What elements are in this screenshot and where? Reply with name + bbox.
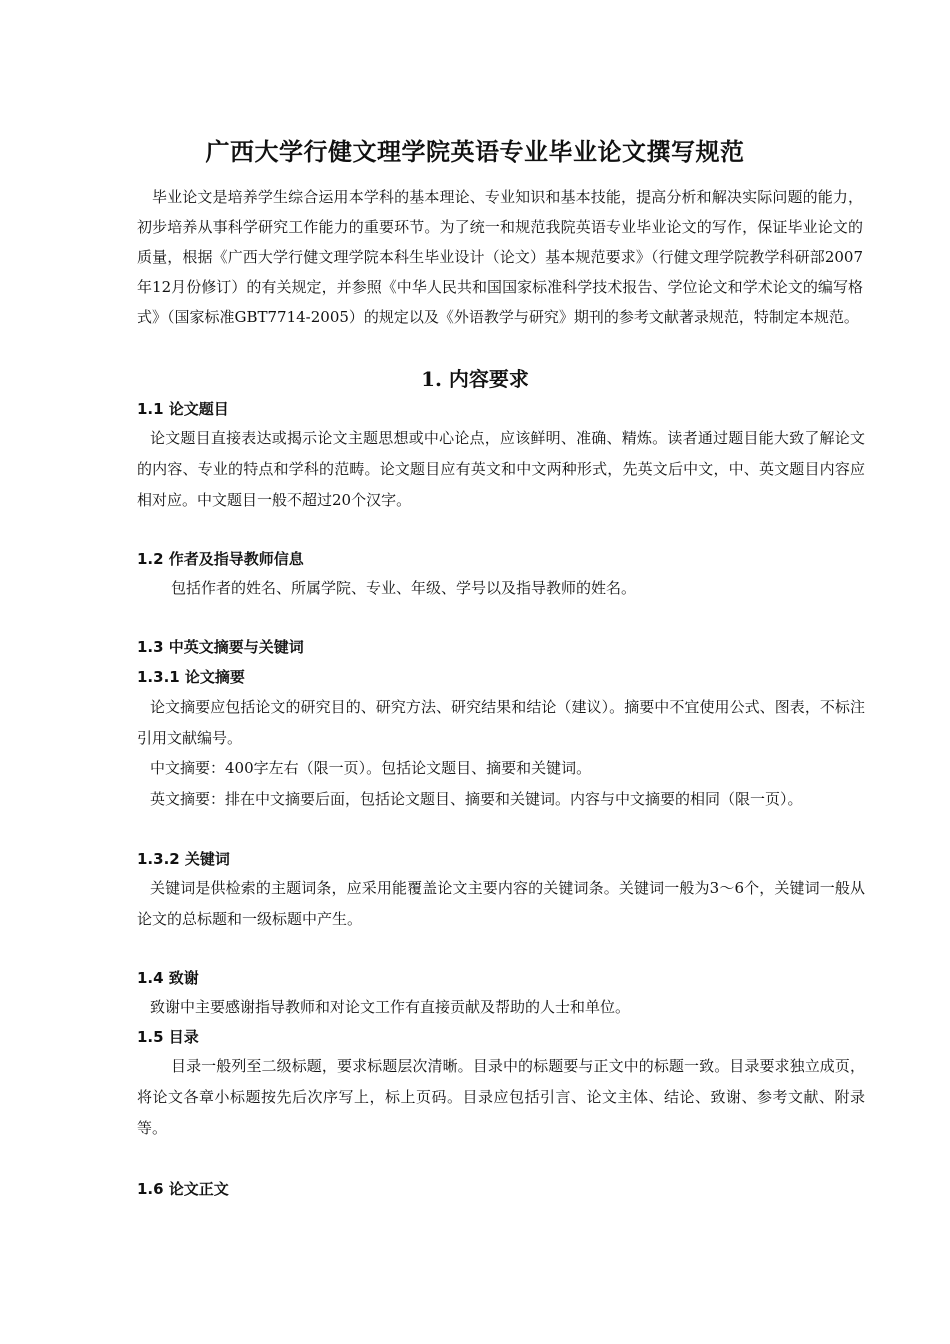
intro-paragraph: 毕业论文是培养学生综合运用本学科的基本理论、专业知识和基本技能，提高分析和解决实际问题的能力，初步培养从事科学研究工作能力的重要环节。为了统一和规范我院英语专业毕业论文的写作，保证毕业论文的质量，根据《广西大学行健文理学院本科生毕业设计（论文）基本规范要求》（行健文理学院教学科研部2007年12月份修订）的有关规定，并参照《中华人民共和国国家标准科学技术报告、学位论文和学术论文的编写格式》（国家标准GBT7714-2005）的规定以及《外语教学与研究》期刊的参考文献著录规范，特制定本规范。 <box>137 188 863 326</box>
section-1-3-1-english-abstract: 英文摘要：排在中文摘要后面，包括论文题目、摘要和关键词。内容与中文摘要的相同（限一页）。 <box>150 790 803 808</box>
section-1-2-body: 包括作者的姓名、所属学院、专业、年级、学号以及指导教师的姓名。 <box>171 579 637 597</box>
section-1-4-body: 致谢中主要感谢指导教师和对论文工作有直接贡献及帮助的人士和单位。 <box>150 998 631 1016</box>
section-1-3-1-chinese-abstract: 中文摘要：400字左右（限一页）。包括论文题目、摘要和关键词。 <box>150 759 592 777</box>
section-1-3-2-heading: 1.3.2 关键词 <box>137 850 230 868</box>
section-1-3-2-body: 关键词是供检索的主题词条，应采用能覆盖论文主要内容的关键词条。关键词一般为3～6个，关键词一般从论文的总标题和一级标题中产生。 <box>137 879 865 928</box>
section-1-5-heading: 1.5 目录 <box>137 1028 199 1046</box>
document-title: 广西大学行健文理学院英语专业毕业论文撰写规范 <box>205 138 745 166</box>
section-1-2-heading: 1.2 作者及指导教师信息 <box>137 550 304 568</box>
section-1-4-heading: 1.4 致谢 <box>137 969 199 987</box>
section-1-3-1-body: 论文摘要应包括论文的研究目的、研究方法、研究结果和结论（建议）。摘要中不宜使用公式、图表，不标注引用文献编号。 <box>137 698 865 747</box>
section-1-3-heading: 1.3 中英文摘要与关键词 <box>137 638 304 656</box>
section-1-1-body: 论文题目直接表达或揭示论文主题思想或中心论点，应该鲜明、准确、精炼。读者通过题目能大致了解论文的内容、专业的特点和学科的范畴。论文题目应有英文和中文两种形式，先英文后中文，中、英文题目内容应相对应。中文题目一般不超过20个汉字。 <box>137 429 865 509</box>
section-1-6-heading: 1.6 论文正文 <box>137 1180 229 1198</box>
section-1-3-1-heading: 1.3.1 论文摘要 <box>137 668 245 686</box>
section-1-1-heading: 1.1 论文题目 <box>137 400 229 418</box>
section-1-heading: 1. 内容要求 <box>421 367 529 391</box>
section-1-5-body: 目录一般列至二级标题，要求标题层次清晰。目录中的标题要与正文中的标题一致。目录要求独立成页，将论文各章小标题按先后次序写上，标上页码。目录应包括引言、论文主体、结论、致谢、参考文献、附录等。 <box>137 1057 865 1137</box>
